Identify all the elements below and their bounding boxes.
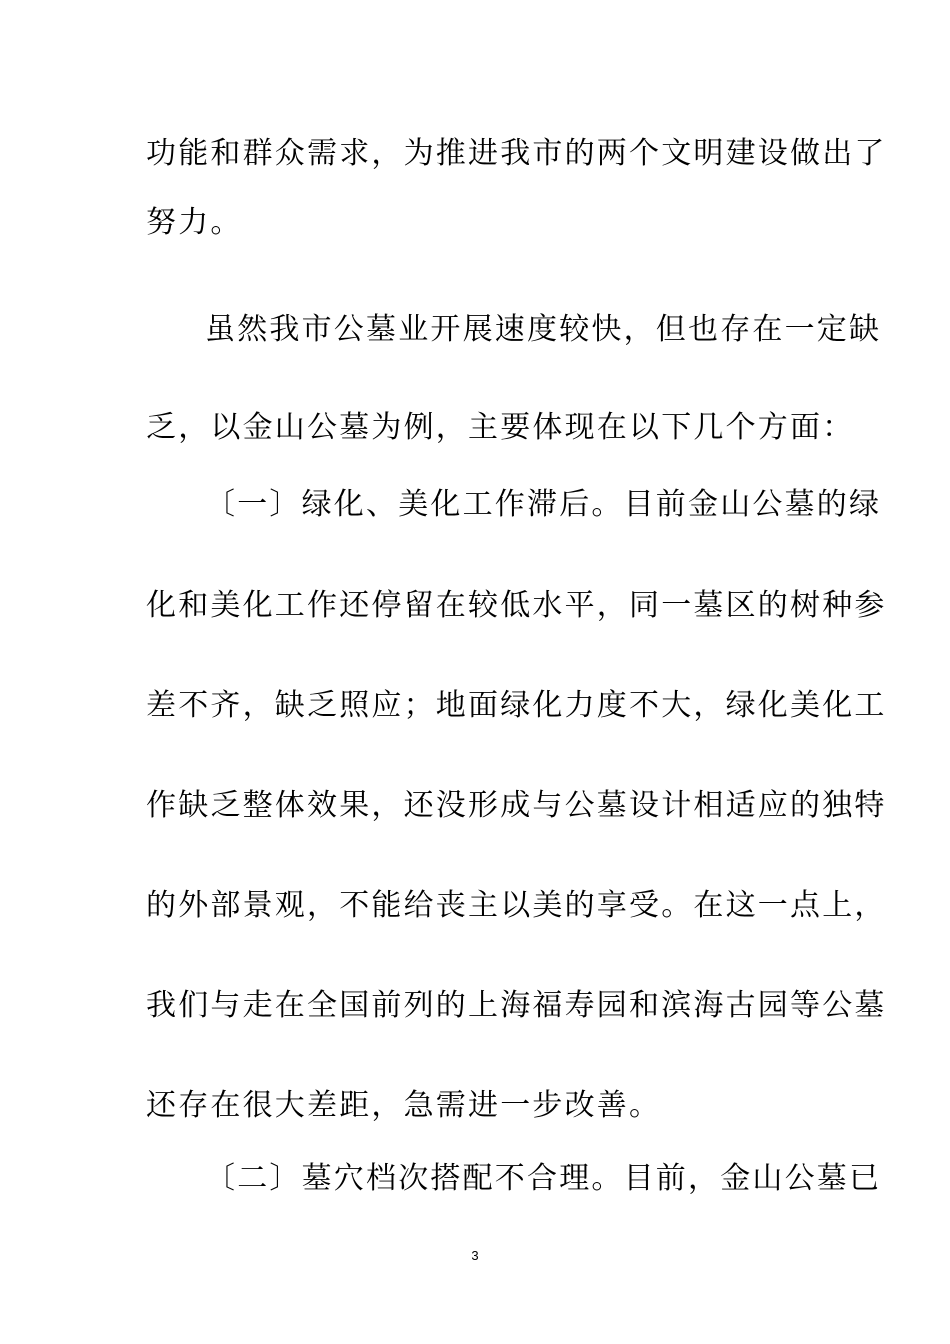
text-line-5: 〔一〕绿化、美化工作滞后。目前金山公墓的绿 (205, 487, 882, 522)
text-line-6: 化和美化工作还停留在较低水平，同一墓区的树种参 (146, 588, 887, 623)
text-line-2: 努力。 (146, 205, 243, 240)
text-line-4: 乏，以金山公墓为例，主要体现在以下几个方面： (146, 410, 855, 445)
text-line-1: 功能和群众需求，为推进我市的两个文明建设做出了 (146, 136, 887, 171)
page-number: 3 (471, 1248, 479, 1263)
text-line-3: 虽然我市公墓业开展速度较快，但也存在一定缺 (205, 312, 882, 347)
text-line-11: 还存在很大差距，急需进一步改善。 (146, 1088, 662, 1123)
text-line-12: 〔二〕墓穴档次搭配不合理。目前，金山公墓已 (205, 1161, 882, 1196)
text-line-8: 作缺乏整体效果，还没形成与公墓设计相适应的独特 (146, 788, 887, 823)
text-line-7: 差不齐，缺乏照应；地面绿化力度不大，绿化美化工 (146, 688, 887, 723)
text-line-10: 我们与走在全国前列的上海福寿园和滨海古园等公墓 (146, 988, 887, 1023)
text-line-9: 的外部景观，不能给丧主以美的享受。在这一点上， (146, 888, 887, 923)
